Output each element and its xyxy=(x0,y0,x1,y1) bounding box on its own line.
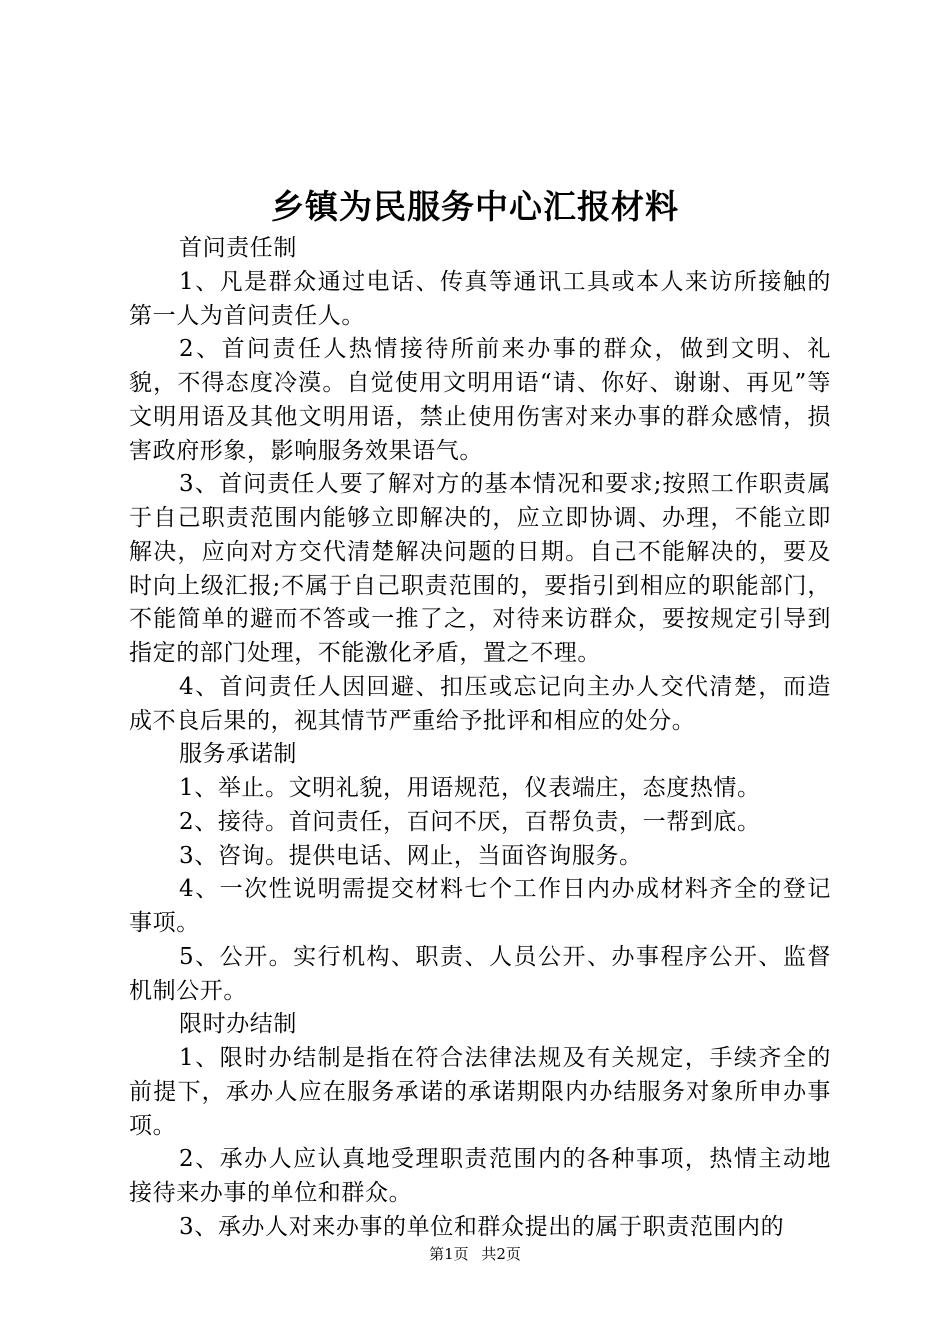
paragraph: 1、举止。文明礼貌，用语规范，仪表端庄，态度热情。 xyxy=(179,775,761,801)
paragraph: 2、首问责任人热情接待所前来办事的群众，做到文明、礼貌，不得态度冷漠。自觉使用文明用语“请、你好、谢谢、再见”等文明用语及其他文明用语，禁止使用伤害对来办事的群众感情，损害政府形象，影响服务效果语气。 xyxy=(129,336,831,464)
document-body xyxy=(129,232,831,1245)
section-heading-first-responsibility: 首问责任制 xyxy=(179,235,297,261)
section-heading-time-limit: 限时办结制 xyxy=(179,1011,297,1038)
paragraph: 4、一次性说明需提交材料七个工作日内办成材料齐全的登记事项。 xyxy=(129,876,831,936)
paragraph: 3、咨询。提供电话、网止，当面咨询服务。 xyxy=(179,842,643,869)
page-number-current: 第1页 xyxy=(429,1245,469,1263)
paragraph: 5、公开。实行机构、职责、人员公开、办事程序公开、监督机制公开。 xyxy=(129,943,831,1004)
paragraph: 4、首问责任人因回避、扣压或忘记向主办人交代清楚，而造成不良后果的，视其情节严重给予批评和相应的处分。 xyxy=(129,673,831,734)
paragraph: 2、承办人应认真地受理职责范围内的各种事项，热情主动地接待来办事的单位和群众。 xyxy=(129,1146,831,1206)
page-number-total: 共2页 xyxy=(481,1245,521,1263)
paragraph: 3、首问责任人要了解对方的基本情况和要求;按照工作职责属于自己职责范围内能够立即解决的，应立即协调、办理，不能立即解决，应向对方交代清楚解决问题的日期。自己不能解决的，要及时向上级汇报;不属于自己职责范围的，要指引到相应的职能部门，不能简单的避而不答或一推了之，对待来访群众，要按规定引导到指定的部门处理，不能激化矛盾，置之不理。 xyxy=(129,471,831,666)
paragraph: 3、承办人对来办事的单位和群众提出的属于职责范围内的 xyxy=(179,1213,785,1240)
section-heading-service-commitment: 服务承诺制 xyxy=(179,741,297,768)
paragraph: 2、接待。首问责任，百问不厌，百帮负责，一帮到底。 xyxy=(179,808,761,835)
paragraph: 1、限时办结制是指在符合法律法规及有关规定，手续齐全的前提下，承办人应在服务承诺的承诺期限内办结服务对象所申办事项。 xyxy=(129,1045,831,1139)
document-title: 乡镇为民服务中心汇报材料 xyxy=(271,187,679,226)
paragraph: 1、凡是群众通过电话、传真等通讯工具或本人来访所接触的第一人为首问责任人。 xyxy=(129,268,831,329)
page-footer xyxy=(0,1243,950,1265)
